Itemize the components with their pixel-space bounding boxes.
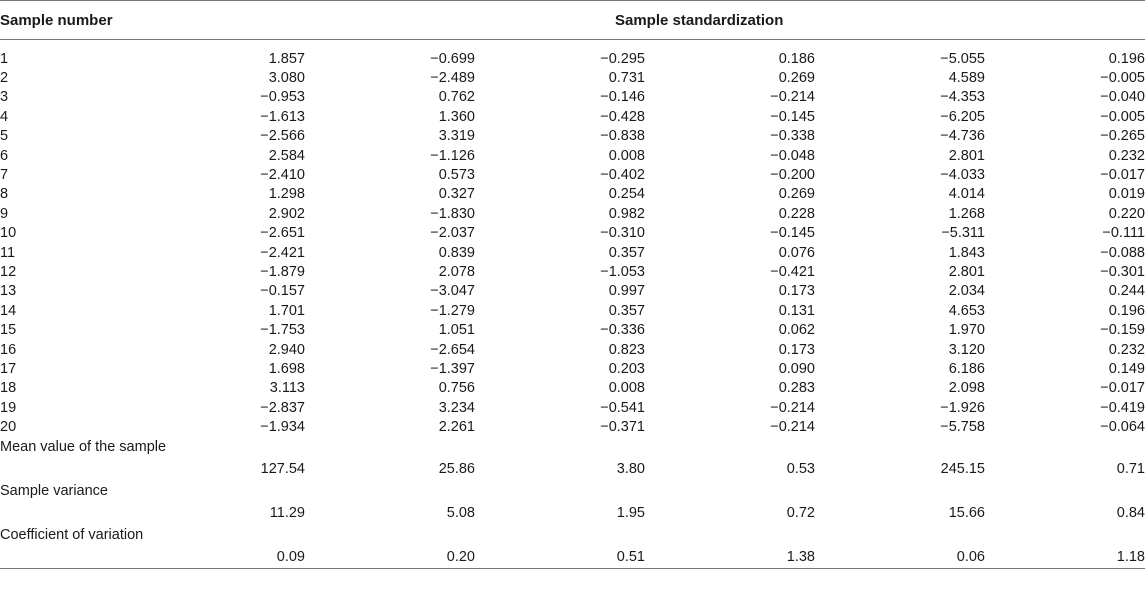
summary-value-cell: 0.84 (1116, 504, 1145, 521)
value-cell: 0.203 (608, 360, 645, 377)
table-row (0, 301, 1145, 320)
sample-number-cell: 18 (0, 380, 17, 397)
value-cell: −0.088 (1100, 244, 1145, 261)
value-cell: −0.419 (1100, 399, 1145, 416)
value-cell: 0.982 (608, 205, 645, 222)
summary-label-row (0, 525, 1145, 545)
value-cell: 0.228 (778, 205, 815, 222)
table-row (0, 185, 1145, 204)
value-cell: 0.269 (778, 186, 815, 203)
value-cell: 2.902 (268, 205, 305, 222)
value-cell: 0.573 (438, 167, 475, 184)
summary-label: Sample variance (0, 482, 108, 499)
summary-value-cell: 0.51 (475, 545, 645, 569)
value-cell: 4.014 (948, 186, 985, 203)
value-cell: −2.410 (260, 167, 305, 184)
summary-value-cell: 1.95 (616, 504, 645, 521)
value-cell: −2.651 (260, 225, 305, 242)
value-cell: −1.126 (430, 147, 475, 164)
value-cell: 2.098 (948, 380, 985, 397)
value-cell: −0.699 (430, 50, 475, 67)
value-cell: −3.047 (430, 283, 475, 300)
value-cell: −1.053 (600, 263, 645, 280)
value-cell: −0.064 (1100, 419, 1145, 436)
value-cell: 4.589 (948, 70, 985, 87)
value-cell: −0.428 (600, 108, 645, 125)
table-row (0, 262, 1145, 281)
value-cell: 1.698 (268, 360, 305, 377)
table-body (0, 40, 1145, 569)
value-cell: −0.157 (260, 283, 305, 300)
value-cell: 0.220 (1108, 205, 1145, 222)
value-cell: −0.310 (600, 225, 645, 242)
value-cell: −0.200 (770, 167, 815, 184)
value-cell: −0.402 (600, 167, 645, 184)
summary-value-cell: 0.53 (786, 460, 815, 477)
summary-empty-cell (0, 457, 165, 481)
value-cell: −1.926 (940, 399, 985, 416)
value-cell: 0.173 (778, 341, 815, 358)
summary-value-cell: 0.71 (1116, 460, 1145, 477)
value-cell: −2.566 (260, 128, 305, 145)
value-cell: 1.970 (948, 322, 985, 339)
value-cell: −0.111 (1102, 225, 1145, 242)
sample-number-cell: 19 (0, 399, 17, 416)
value-cell: −1.879 (260, 263, 305, 280)
value-cell: −0.953 (260, 89, 305, 106)
value-cell: 0.131 (778, 302, 815, 319)
value-cell: 0.244 (1108, 283, 1145, 300)
value-cell: −5.055 (940, 50, 985, 67)
value-cell: 1.360 (438, 108, 475, 125)
value-cell: 0.008 (608, 147, 645, 164)
value-cell: −2.837 (260, 399, 305, 416)
table-header-row (0, 1, 1145, 40)
summary-empty-cell (0, 501, 165, 525)
value-cell: 1.857 (268, 50, 305, 67)
value-cell: 2.261 (438, 419, 475, 436)
sample-number-cell: 14 (0, 302, 17, 319)
value-cell: −2.037 (430, 225, 475, 242)
value-cell: −2.421 (260, 244, 305, 261)
summary-value-cell: 15.66 (948, 504, 985, 521)
table-row (0, 398, 1145, 417)
table-row (0, 340, 1145, 359)
value-cell: 3.080 (268, 70, 305, 87)
sample-number-cell: 15 (0, 322, 17, 339)
value-cell: 0.357 (608, 302, 645, 319)
value-cell: −0.048 (770, 147, 815, 164)
value-cell: −6.205 (940, 108, 985, 125)
value-cell: 0.149 (1108, 360, 1145, 377)
summary-value-row (0, 545, 1145, 569)
value-cell: 2.801 (948, 147, 985, 164)
value-cell: −1.753 (260, 322, 305, 339)
sample-number-cell: 2 (0, 70, 9, 87)
value-cell: −0.338 (770, 128, 815, 145)
value-cell: 1.051 (438, 322, 475, 339)
value-cell: −4.033 (940, 167, 985, 184)
value-cell: 0.823 (608, 341, 645, 358)
value-cell: −0.371 (600, 419, 645, 436)
table-row (0, 68, 1145, 87)
value-cell: 0.062 (778, 322, 815, 339)
summary-label-row (0, 437, 1145, 457)
value-cell: −0.421 (770, 263, 815, 280)
value-cell: −0.040 (1100, 89, 1145, 106)
value-cell: 0.997 (608, 283, 645, 300)
value-cell: −0.541 (600, 399, 645, 416)
value-cell: −0.301 (1100, 263, 1145, 280)
value-cell: 3.234 (438, 399, 475, 416)
summary-value-cell: 0.06 (815, 545, 985, 569)
summary-value-cell: 0.09 (165, 545, 305, 569)
value-cell: −5.311 (941, 225, 985, 242)
value-cell: −0.265 (1100, 128, 1145, 145)
value-cell: 0.232 (1108, 147, 1145, 164)
sample-number-cell: 13 (0, 283, 17, 300)
value-cell: 0.008 (608, 380, 645, 397)
value-cell: 0.839 (438, 244, 475, 261)
summary-value-cell: 127.54 (260, 460, 305, 477)
value-cell: −5.758 (940, 419, 985, 436)
sample-number-cell: 7 (0, 167, 9, 184)
summary-value-row (0, 457, 1145, 481)
value-cell: −1.830 (430, 205, 475, 222)
table-row (0, 204, 1145, 223)
value-cell: −0.838 (600, 128, 645, 145)
value-cell: 3.120 (948, 341, 985, 358)
value-cell: 2.584 (268, 147, 305, 164)
value-cell: −0.214 (770, 89, 815, 106)
value-cell: 0.762 (438, 89, 475, 106)
table-row (0, 243, 1145, 262)
value-cell: −0.017 (1100, 380, 1145, 397)
sample-number-cell: 17 (0, 360, 17, 377)
value-cell: 0.254 (608, 186, 645, 203)
value-cell: −0.145 (770, 225, 815, 242)
value-cell: −0.005 (1100, 108, 1145, 125)
value-cell: −0.295 (600, 50, 645, 67)
value-cell: 1.843 (948, 244, 985, 261)
summary-value-cell: 1.38 (645, 545, 815, 569)
summary-value-cell: 1.18 (985, 545, 1145, 569)
value-cell: −4.353 (940, 89, 985, 106)
value-cell: 6.186 (948, 360, 985, 377)
sample-number-cell: 10 (0, 225, 17, 242)
value-cell: 0.357 (608, 244, 645, 261)
value-cell: 1.268 (948, 205, 985, 222)
table-row (0, 146, 1145, 165)
summary-empty-cell (0, 545, 165, 569)
value-cell: 0.019 (1108, 186, 1145, 203)
value-cell: 0.196 (1108, 50, 1145, 67)
value-cell: 0.173 (778, 283, 815, 300)
table-row (0, 165, 1145, 184)
value-cell: 0.731 (608, 70, 645, 87)
table-row (0, 417, 1145, 436)
table-row (0, 320, 1145, 339)
value-cell: 0.269 (778, 70, 815, 87)
sample-number-cell: 4 (0, 108, 9, 125)
value-cell: 0.283 (778, 380, 815, 397)
table-row (0, 359, 1145, 378)
table-row (0, 107, 1145, 126)
sample-number-cell: 11 (0, 244, 16, 261)
value-cell: 3.113 (269, 380, 305, 397)
value-cell: 2.801 (948, 263, 985, 280)
sample-number-cell: 1 (0, 50, 9, 67)
summary-value-row (0, 501, 1145, 525)
header-sample-number: Sample number (0, 1, 165, 40)
value-cell: −0.214 (770, 399, 815, 416)
header-sample-standardization: Sample standardization (165, 1, 1145, 40)
sample-number-cell: 20 (0, 419, 17, 436)
summary-value-cell: 25.86 (438, 460, 475, 477)
value-cell: −0.336 (600, 322, 645, 339)
value-cell: 0.090 (778, 360, 815, 377)
value-cell: 4.653 (948, 302, 985, 319)
value-cell: 0.232 (1108, 341, 1145, 358)
table-row (0, 379, 1145, 398)
value-cell: 2.940 (268, 341, 305, 358)
value-cell: 1.701 (268, 302, 305, 319)
value-cell: 0.756 (438, 380, 475, 397)
sample-number-cell: 12 (0, 263, 17, 280)
value-cell: 1.298 (268, 186, 305, 203)
table-row (0, 282, 1145, 301)
table-row (0, 127, 1145, 146)
value-cell: 2.078 (438, 263, 475, 280)
sample-number-cell: 9 (0, 205, 9, 222)
value-cell: −1.279 (430, 302, 475, 319)
table-row (0, 88, 1145, 107)
summary-value-cell: 5.08 (446, 504, 475, 521)
summary-value-cell: 0.20 (305, 545, 475, 569)
value-cell: −0.214 (770, 419, 815, 436)
value-cell: −0.145 (770, 108, 815, 125)
value-cell: 0.076 (778, 244, 815, 261)
summary-value-cell: 3.80 (616, 460, 645, 477)
value-cell: 0.186 (778, 50, 815, 67)
value-cell: −2.489 (430, 70, 475, 87)
value-cell: −0.146 (600, 89, 645, 106)
sample-number-cell: 3 (0, 89, 9, 106)
value-cell: −0.159 (1100, 322, 1145, 339)
sample-number-cell: 6 (0, 147, 9, 164)
value-cell: 3.319 (438, 128, 475, 145)
value-cell: −1.934 (260, 419, 305, 436)
summary-label: Mean value of the sample (0, 438, 167, 455)
sample-number-cell: 8 (0, 186, 9, 203)
summary-label-row (0, 481, 1145, 501)
summary-value-cell: 245.15 (940, 460, 985, 477)
summary-value-cell: 11.29 (269, 504, 305, 521)
value-cell: 0.196 (1108, 302, 1145, 319)
sample-number-cell: 5 (0, 128, 9, 145)
sample-number-cell: 16 (0, 341, 17, 358)
value-cell: −0.017 (1100, 167, 1145, 184)
value-cell: −0.005 (1100, 70, 1145, 87)
table-row (0, 49, 1145, 68)
summary-value-cell: 0.72 (786, 504, 815, 521)
value-cell: −2.654 (430, 341, 475, 358)
value-cell: 2.034 (948, 283, 985, 300)
summary-label: Coefficient of variation (0, 526, 144, 543)
value-cell: 0.327 (438, 186, 475, 203)
table-row (0, 224, 1145, 243)
value-cell: −1.397 (430, 360, 475, 377)
header-spacer (0, 40, 1145, 50)
value-cell: −1.613 (260, 108, 305, 125)
value-cell: −4.736 (940, 128, 985, 145)
